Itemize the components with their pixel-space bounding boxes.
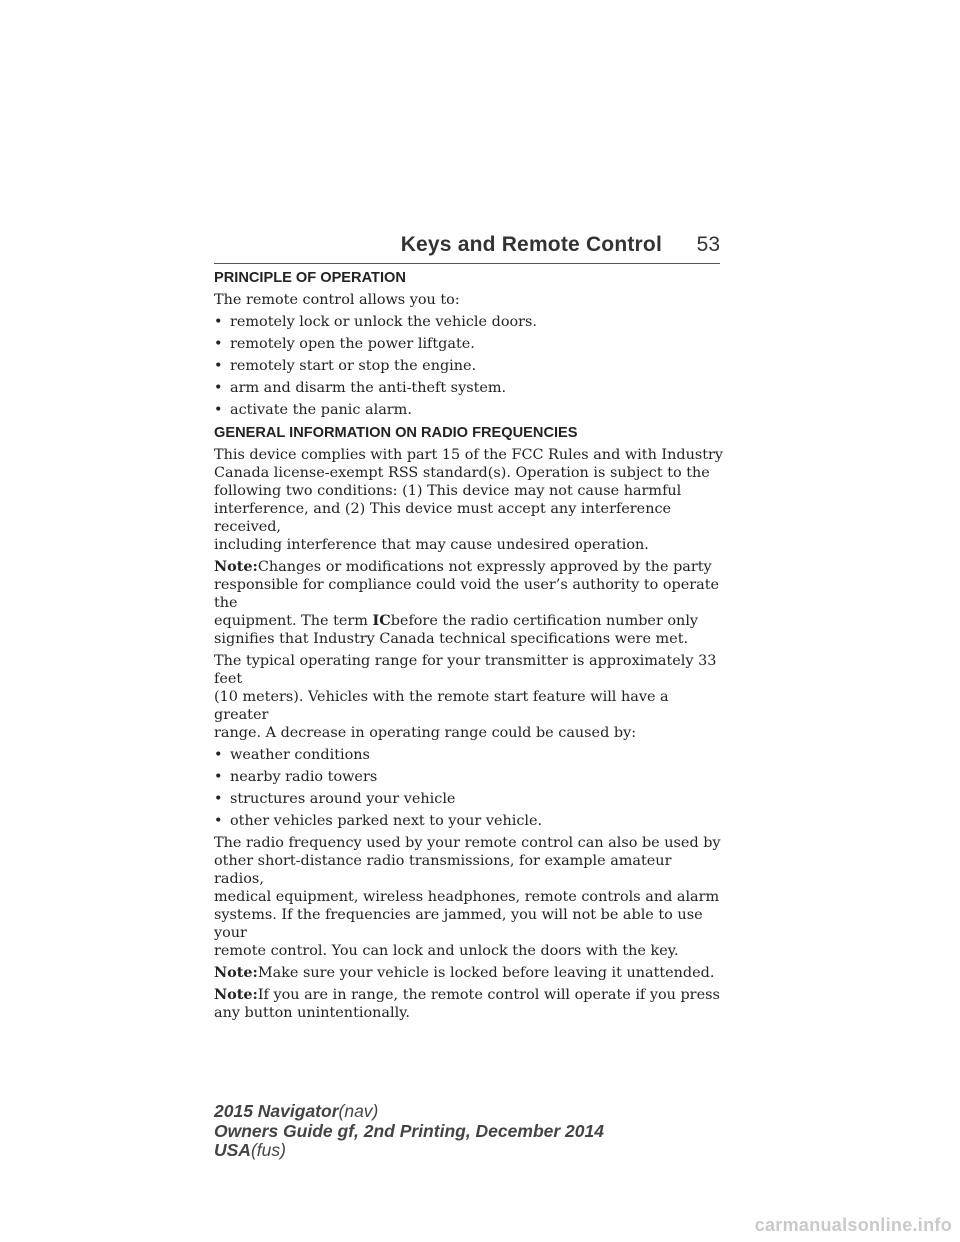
list-item-text: weather conditions xyxy=(230,747,370,763)
list-item-text: remotely start or stop the engine. xyxy=(230,358,477,374)
list-item xyxy=(214,357,724,375)
list-item xyxy=(214,401,724,419)
note-label: Note: xyxy=(214,558,258,575)
note-label: Note: xyxy=(214,986,258,1003)
note-modifications: Note:Changes or modifications not expressly approved by the party responsible for compliance could void the user’s authority to operate the equipment. The term ICbefore the radio certification number only signifies that Industry Canada technical specifications were met. xyxy=(214,558,720,647)
bullet-icon: • xyxy=(214,336,223,352)
bullet-icon: • xyxy=(214,380,223,396)
list-item-text: structures around your vehicle xyxy=(230,791,456,807)
radio-frequency-paragraph: The radio frequency used by your remote control can also be used by other short-distance radio transmissions, for example amateur radios, medical equipment, wireless headphones, remote controls and alarm systems. If the frequencies are jammed, you will not be able to use your remote control. You can lock and unlock the doors with the key. xyxy=(214,835,721,959)
list-item-text: other vehicles parked next to your vehicle. xyxy=(230,813,543,829)
note-in-range: Note:If you are in range, the remote control will operate if you press any button unintentionally. xyxy=(214,986,720,1021)
bullet-icon: • xyxy=(214,791,223,807)
section-heading-radio: GENERAL INFORMATION ON RADIO FREQUENCIES xyxy=(214,425,578,441)
principle-intro: The remote control allows you to: xyxy=(214,292,460,308)
list-item xyxy=(214,768,724,786)
section-heading-principle: PRINCIPLE OF OPERATION xyxy=(214,270,406,286)
fcc-compliance-paragraph: This device complies with part 15 of the FCC Rules and with Industry Canada license-exempt RSS standard(s). Operation is subject to the following two conditions: (1) This device may not cause harmful interference, and (2) This device must accept any interference received, including interference that may cause undesired operation. xyxy=(214,447,724,553)
header-rule xyxy=(214,263,720,264)
footer-line-edition: Owners Guide gf, 2nd Printing, December 2014 xyxy=(214,1120,604,1141)
list-item xyxy=(214,379,724,397)
operating-range-paragraph: The typical operating range for your transmitter is approximately 33 feet (10 meters). Vehicles with the remote start feature will have a greater range. A decrease in operating range could be caused by: xyxy=(214,653,717,741)
list-item-text: activate the panic alarm. xyxy=(230,402,412,418)
range-factors-list xyxy=(214,746,724,830)
page-number: 53 xyxy=(696,233,720,256)
bullet-icon: • xyxy=(214,314,223,330)
principle-bullet-list xyxy=(214,313,724,419)
bullet-icon: • xyxy=(214,358,223,374)
list-item-text: remotely lock or unlock the vehicle doors. xyxy=(230,314,537,330)
chapter-title: Keys and Remote Control xyxy=(400,233,662,256)
note-locked: Note:Make sure your vehicle is locked before leaving it unattended. xyxy=(214,964,715,981)
watermark: carmanualsonline.info xyxy=(754,1215,952,1235)
footer-line-region: USA(fus) xyxy=(214,1140,286,1160)
list-item xyxy=(214,812,724,830)
bullet-icon: • xyxy=(214,769,223,785)
list-item xyxy=(214,335,724,353)
list-item-text: remotely open the power liftgate. xyxy=(230,336,475,352)
list-item-text: arm and disarm the anti-theft system. xyxy=(230,380,507,396)
list-item xyxy=(214,313,724,331)
page-body xyxy=(214,269,724,1026)
bullet-icon: • xyxy=(214,402,223,418)
list-item xyxy=(214,790,724,808)
list-item xyxy=(214,746,724,764)
bullet-icon: • xyxy=(214,813,223,829)
bullet-icon: • xyxy=(214,747,223,763)
document-footer xyxy=(214,1102,604,1161)
page-header xyxy=(214,233,720,261)
footer-line-model: 2015 Navigator(nav) xyxy=(214,1101,379,1121)
list-item-text: nearby radio towers xyxy=(230,769,378,785)
note-label: Note: xyxy=(214,964,258,981)
ic-term: IC xyxy=(372,612,391,629)
